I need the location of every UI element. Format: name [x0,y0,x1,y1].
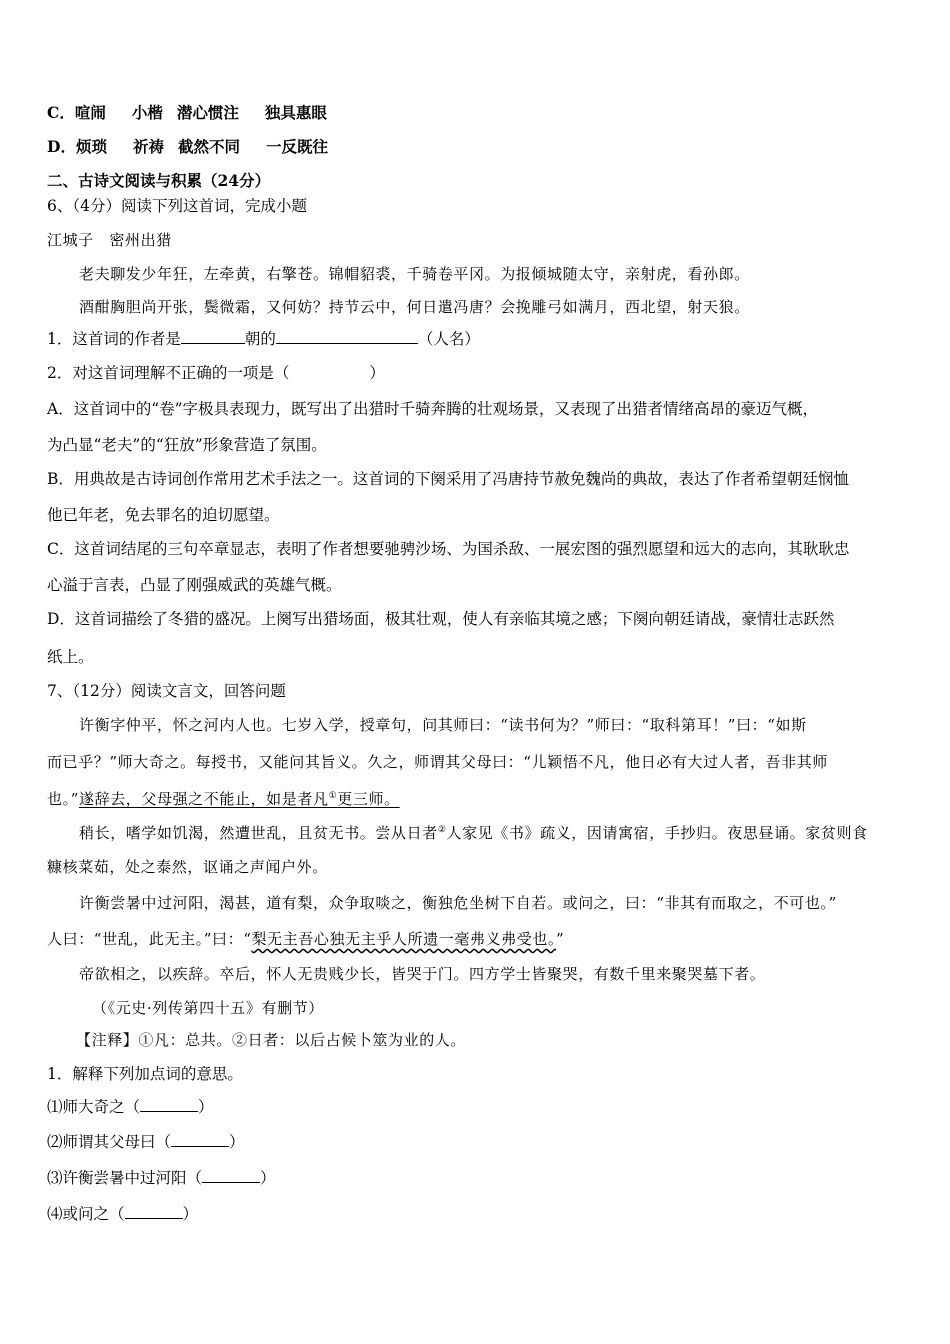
q6-sub2 [47,362,385,384]
option-word: 小楷 [131,103,163,122]
item-text: ） [182,1205,199,1223]
item-text: 或问之（ [62,1205,125,1223]
vocab-item [47,1167,276,1189]
passage-source: （《元史·列传第四十五》有删节） [92,999,324,1017]
wavy-underlined-sentence: 梨无主吾心独无主乎人所遗一毫弗义弗受也。 [251,930,557,948]
q6-option-d-line: 纸上。 [47,648,94,666]
passage-line: 许衡尝暑中过河阳，渴甚，道有梨，众争取啖之，衡独危坐树下自若。或问之，曰：“非其有而取之，不可也。” [79,894,837,912]
passage-note: 【注释】①凡：总共。②日者：以后占候卜筮为业的人。 [76,1031,467,1049]
item-number: ⑵ [47,1133,63,1151]
option-word: 一反既往 [266,137,329,156]
passage-line [47,928,564,950]
item-text: 师大奇之（ [62,1098,141,1116]
passage-text: 也。” [47,790,79,808]
q6-option-c-line: 心溢于言表，凸显了刚强威武的英雄气概。 [47,576,342,594]
item-text: ） [260,1169,276,1187]
q7-stem: 7、（12分）阅读文言文，回答问题 [47,682,286,700]
q5-option-d [47,136,328,158]
q5-option-c [47,102,327,124]
q6-option-b-line: B．用典故是古诗词创作常用艺术手法之一。这首词的下阕采用了冯唐持节赦免魏尚的典故，表达了作者希望朝廷悯恤 [47,470,849,488]
option-label: C． [47,103,75,122]
poem-title: 江城子 密州出猎 [47,231,172,249]
q6-option-c-line: C．这首词结尾的三句卒章显志，表明了作者想要驰骋沙场、为国杀敌、一展宏图的强烈愿望和远大的志向，其耿耿忠 [47,540,850,558]
passage-text: 更三师。 [337,790,400,808]
answer-blank[interactable] [171,1132,229,1147]
item-text: ） [198,1098,214,1116]
item-text: ） [229,1133,245,1151]
option-label: D． [47,137,76,156]
item-number: ⑴ [47,1098,63,1116]
underlined-sentence [79,790,400,808]
section-title: 二、古诗文阅读与积累（24分） [47,171,271,190]
passage-line [79,822,868,844]
footnote-mark: ② [437,825,447,835]
q6-option-d-line: D．这首词描绘了冬猎的盛况。上阕写出猎场面，极其壮观，使人有亲临其境之感；下阕向朝廷请战，豪情壮志跃然 [47,610,835,628]
poem-line: 酒酣胸胆尚开张，鬓微霜，又何妨？持节云中，何日遣冯唐？会挽雕弓如满月，西北望，射天狼。 [79,298,750,316]
poem-line: 老夫聊发少年狂，左牵黄，右擎苍。锦帽貂裘，千骑卷平冈。为报倾城随太守，亲射虎，看孙郎。 [79,265,750,283]
answer-blank[interactable] [276,329,418,344]
passage-text: 稍长，嗜学如饥渴，然遭世乱，且贫无书。尝从日者 [79,824,438,842]
passage-line: 帝欲相之，以疾辞。卒后，怀人无贵贱少长，皆哭于门。四方学士皆聚哭，有数千里来聚哭墓下者。 [79,965,766,983]
passage-text: 遂辞去，父母强之不能止，如是者凡 [78,790,329,808]
item-text: 师谓其父母曰（ [62,1133,172,1151]
q7-sub1: 1．解释下列加点词的意思。 [47,1065,243,1083]
answer-blank[interactable] [202,1168,260,1183]
footnote-mark: ① [328,791,338,801]
option-word: 烦琐 [75,137,107,156]
question-text: 2．对这首词理解不正确的一项是（ [47,364,290,382]
q6-stem: 6、（4分）阅读下列这首词，完成小题 [47,197,307,215]
option-word: 截然不同 [177,137,240,156]
vocab-item [47,1203,198,1225]
option-word: 祈祷 [132,137,164,156]
passage-line: 糠核菜茹，处之泰然，讴诵之声闻户外。 [47,858,328,876]
q6-option-a-line: A．这首词中的“卷”字极具表现力，既写出了出猎时千骑奔腾的壮观场景，又表现了出猎者情绪高昂的豪迈气概， [47,400,819,418]
q6-option-b-line: 他已年老，免去罪名的迫切愿望。 [47,506,280,524]
q6-option-a-line: 为凸显“老夫”的“狂放”形象营造了氛围。 [47,436,327,454]
option-word: 喧闹 [74,103,106,122]
question-text: 1．这首词的作者是 [47,330,181,348]
passage-text: ” [556,930,565,948]
passage-text: 人家见《书》疏义，因请寓宿，手抄归。夜思昼诵。家贫则食 [446,824,868,842]
vocab-item [47,1131,245,1153]
item-number: ⑶ [47,1169,63,1187]
vocab-item [47,1096,214,1118]
question-text: 朝的 [244,330,276,348]
option-word: 独具惠眼 [264,103,327,122]
question-text: ） [369,364,385,382]
passage-line: 而已乎？”师大奇之。每授书，又能问其旨义。久之，师谓其父母曰：“儿颖悟不凡，他日必有大过人者，吾非其师 [47,753,828,771]
q6-sub1 [47,328,480,350]
answer-blank[interactable] [181,329,245,344]
passage-line: 许衡字仲平，怀之河内人也。七岁入学，授章句，问其师曰：“读书何为？”师曰：“取科第耳！”曰：“如斯 [79,716,807,734]
passage-text: 人曰：“世乱，此无主。”曰：“ [47,930,252,948]
item-number: ⑷ [47,1205,63,1223]
passage-line [47,788,400,810]
answer-blank[interactable] [140,1097,198,1112]
question-text: （人名） [417,330,480,348]
item-text: 许衡尝暑中过河阳（ [62,1169,203,1187]
option-word: 潜心惯注 [176,103,239,122]
answer-blank[interactable] [125,1204,183,1219]
